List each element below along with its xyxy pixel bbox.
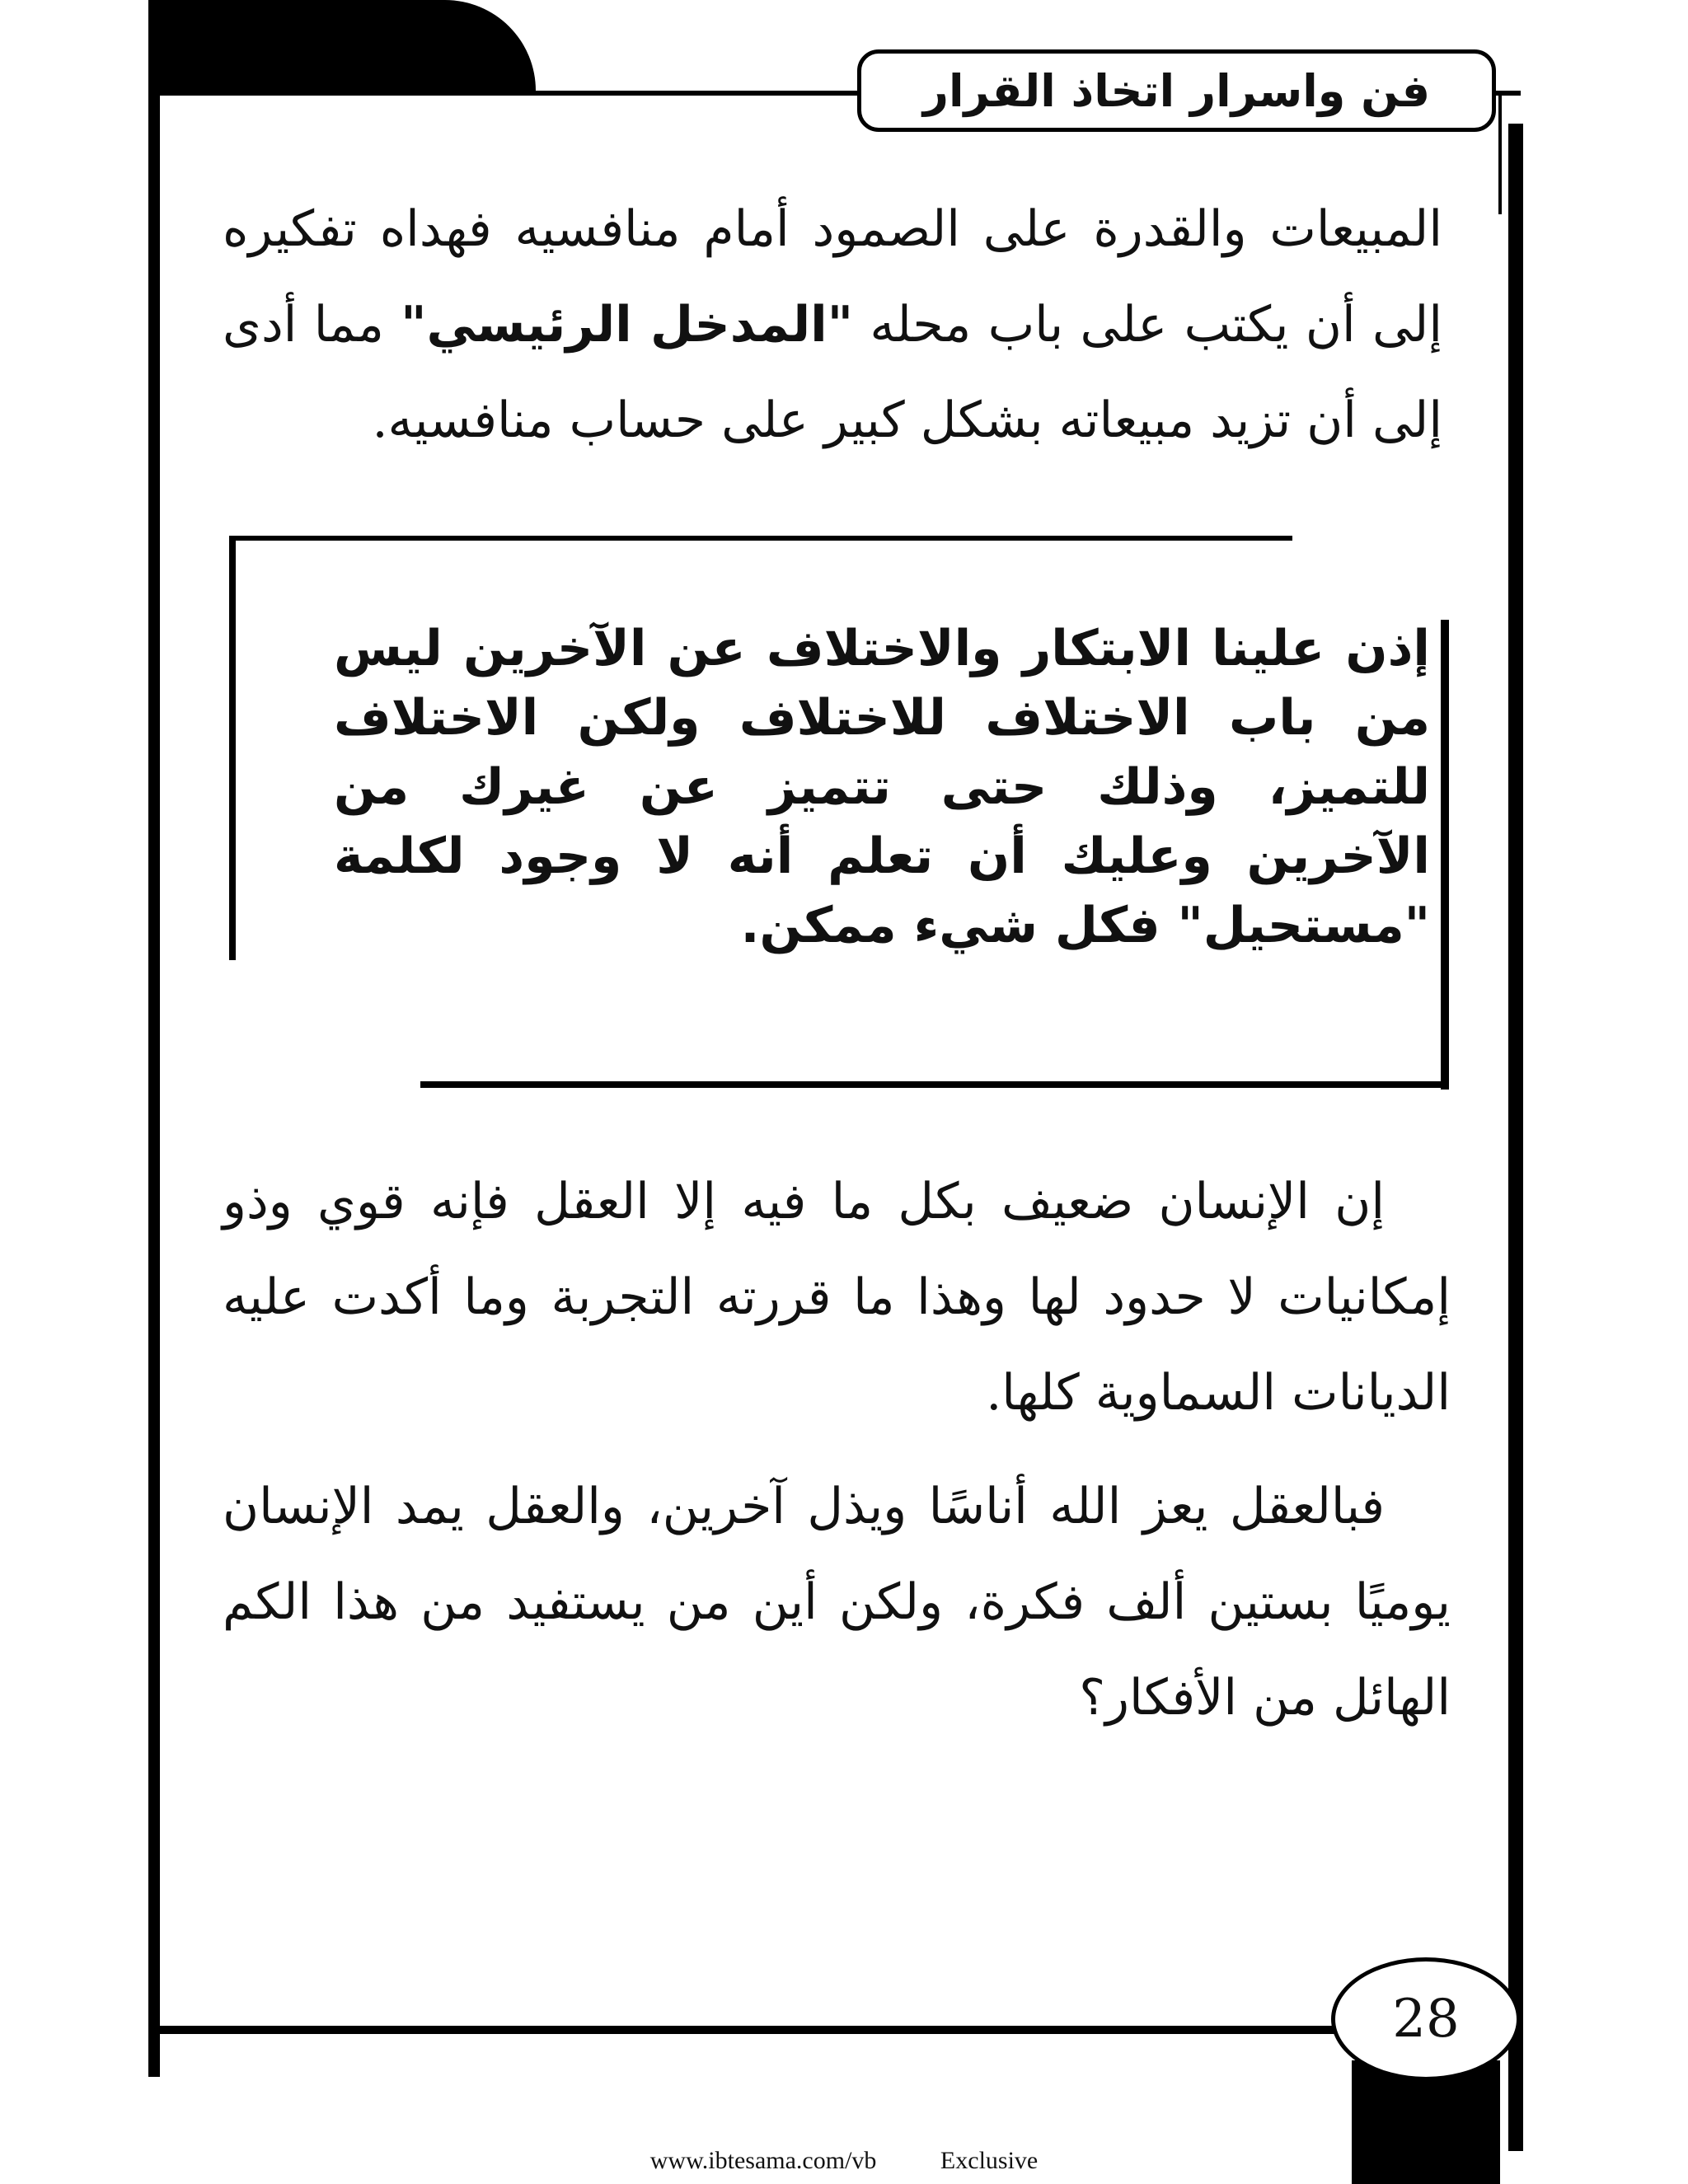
paragraph-1 — [223, 181, 1442, 468]
quote-box-top-border — [229, 536, 1292, 541]
frame-right-border — [1508, 124, 1523, 2151]
paragraph-3: فبالعقل يعز الله أناسًا ويذل آخرين، والعقل يمد الإنسان يوميًا بستين ألف فكرة، ولكن أين من يستفيد من هذا الكم الهائل من الأفكار؟ — [223, 1478, 1451, 1727]
page-corner-tab — [148, 0, 536, 95]
quote-box-right-border — [1441, 620, 1449, 1090]
frame-left-border — [148, 0, 160, 2077]
frame-bottom-border — [148, 2026, 1343, 2034]
book-title: فن واسرار اتخاذ القرار — [922, 64, 1431, 117]
running-header — [857, 49, 1496, 132]
page-number: 28 — [1392, 1989, 1460, 2050]
page-number-oval — [1331, 1957, 1521, 2081]
paragraph-1-end: مما أدى إلى أن تزيد مبيعاته بشكل كبير على حساب منافسيه. — [223, 296, 1442, 449]
highlight-quote: إذن علينا الابتكار والاختلاف عن الآخرين ليس من باب الاختلاف للاختلاف ولكن الاختلاف للتميز، وذلك حتى تتميز عن غيرك من الآخرين وعليك أن تعلم أنه لا وجود لكلمة "مستحيل" فكل شيء ممكن. — [334, 620, 1430, 954]
main-entrance-emphasis: "المدخل الرئيسي" — [401, 296, 853, 354]
paragraph-2: إن الإنسان ضعيف بكل ما فيه إلا العقل فإنه قوي وذو إمكانيات لا حدود لها وهذا ما قررته التجربة وما أكدت عليه الديانات السماوية كلها. — [223, 1173, 1451, 1422]
quote-box-left-border — [229, 536, 236, 960]
quote-box-bottom-border — [420, 1081, 1447, 1088]
paragraph-1-start: المبيعات والقدرة على الصمود أمام منافسيه فهداه تفكيره إلى أن يكتب على باب محله — [223, 200, 1442, 354]
footer-label: Exclusive — [940, 2147, 1039, 2174]
footer-url: www.ibtesama.com/vb — [649, 2147, 877, 2174]
frame-right-inner-border — [1498, 91, 1502, 214]
footer — [0, 2147, 1688, 2175]
